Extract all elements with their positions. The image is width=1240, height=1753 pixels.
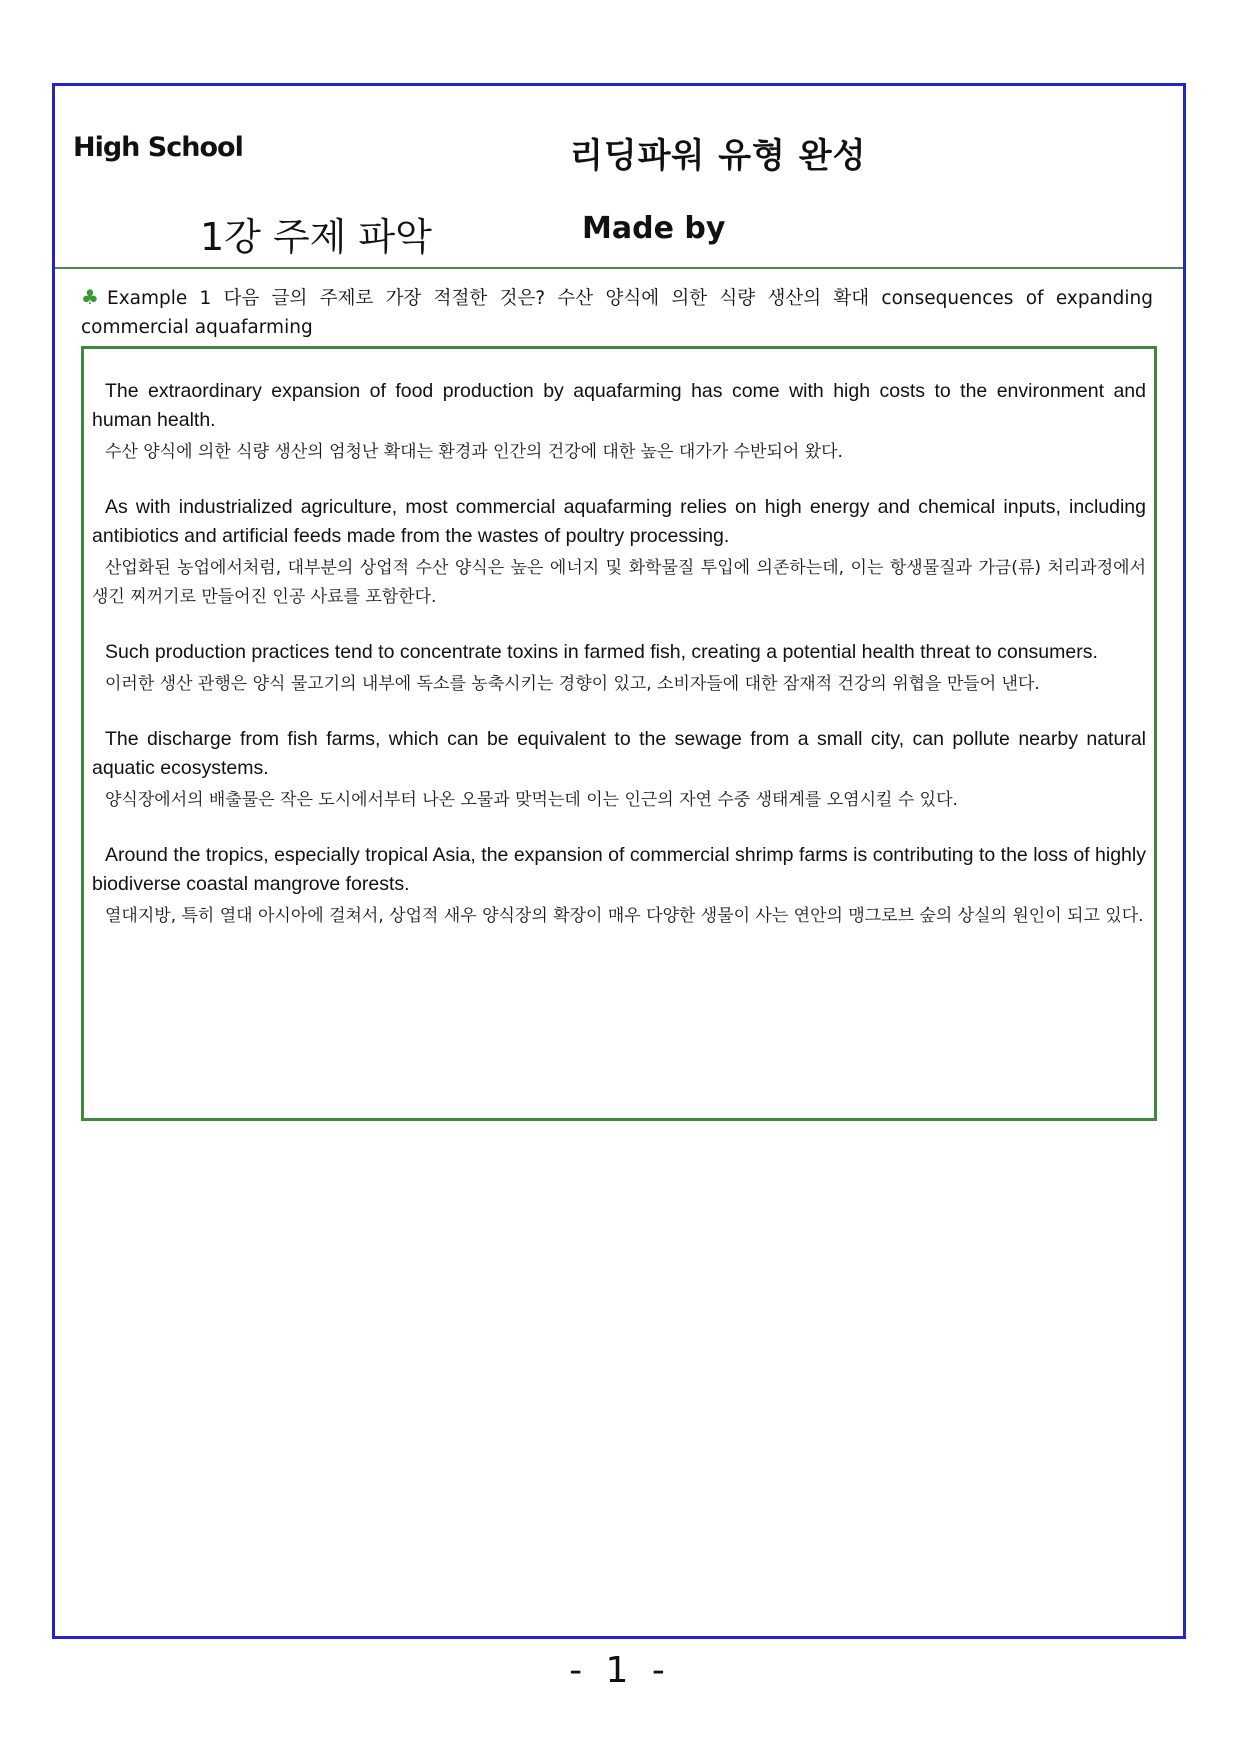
passage-box [81, 346, 1157, 1121]
school-level: High School [73, 132, 243, 163]
english-sentence: The extraordinary expansion of food production by aquafarming has come with high costs to the environment and human health. [92, 380, 1146, 431]
korean-translation: 열대지방, 특히 열대 아시아에 걸쳐서, 상업적 새우 양식장의 확장이 매우 다양한 생물이 사는 연안의 맹그로브 숲의 상실의 원인이 되고 있다. [105, 906, 1144, 926]
example-question [81, 283, 1153, 342]
book-title: 리딩파워 유형 완성 [570, 136, 867, 176]
page-frame [52, 83, 1186, 1639]
english-sentence: As with industrialized agriculture, most commercial aquafarming relies on high energy and chemical inputs, including antibiotics and artificial feeds made from the wastes of poultry processing. [92, 496, 1146, 547]
sentence-pair [92, 725, 1146, 815]
english-sentence: The discharge from fish farms, which can be equivalent to the sewage from a small city, can pollute nearby natural aquatic ecosystems. [92, 728, 1146, 779]
page-number: - 1 - [569, 1650, 671, 1691]
clover-icon: ♣ [81, 285, 99, 309]
sentence-pair [92, 377, 1146, 467]
korean-translation: 이러한 생산 관행은 양식 물고기의 내부에 독소를 농축시키는 경향이 있고, 소비자들에 대한 잠재적 건강의 위협을 만들어 낸다. [105, 674, 1040, 694]
lesson-title: 1강 주제 파악 [200, 215, 432, 259]
example-text: Example 1 다음 글의 주제로 가장 적절한 것은? 수산 양식에 의한 식량 생산의 확대 consequences of expanding commercial aquafarming [81, 288, 1153, 338]
korean-translation: 수산 양식에 의한 식량 생산의 엄청난 확대는 환경과 인간의 건강에 대한 높은 대가가 수반되어 왔다. [105, 442, 843, 462]
sentence-pair [92, 638, 1146, 699]
sentence-pair [92, 841, 1146, 931]
korean-translation: 양식장에서의 배출물은 작은 도시에서부터 나온 오물과 맞먹는데 이는 인근의 자연 수중 생태계를 오염시킬 수 있다. [105, 790, 958, 810]
header-divider [55, 267, 1183, 269]
korean-translation: 산업화된 농업에서처럼, 대부분의 상업적 수산 양식은 높은 에너지 및 화학물질 투입에 의존하는데, 이는 항생물질과 가금(류) 처리과정에서 생긴 찌꺼기로 만들어진 인공 사료를 포함한다. [92, 558, 1146, 607]
english-sentence: Around the tropics, especially tropical Asia, the expansion of commercial shrimp farms is contributing to the loss of highly biodiverse coastal mangrove forests. [92, 844, 1146, 895]
sentence-pair [92, 493, 1146, 612]
english-sentence: Such production practices tend to concentrate toxins in farmed fish, creating a potential health threat to consumers. [105, 641, 1098, 663]
made-by-label: Made by [582, 211, 726, 246]
